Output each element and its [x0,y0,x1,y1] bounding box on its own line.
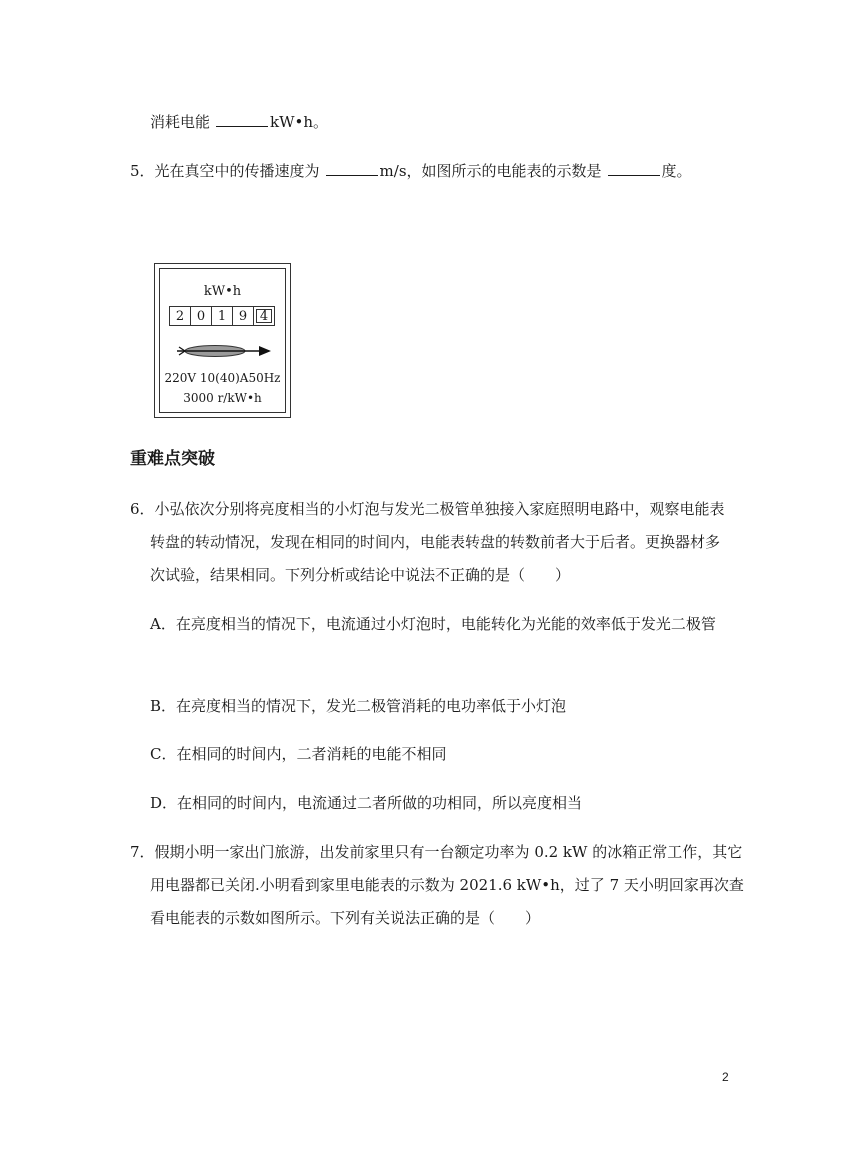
q4-tail-line [150,112,328,132]
q6-option-a: A．在亮度相当的情况下，电流通过小灯泡时，电能转化为光能的效率低于发光二极管 [150,615,716,633]
meter-digit: 0 [190,306,212,326]
q7-line-2: 用电器都已关闭.小明看到家里电能表的示数为 2021.6 kW•h，过了 7 天小明回家再次查 [150,876,744,894]
meter-unit-label: kW•h [203,284,242,299]
q6-option-d: D．在相同的时间内，电流通过二者所做的功相同，所以亮度相当 [150,794,583,812]
q7-line-3: 看电能表的示数如图所示。下列有关说法正确的是（ ） [150,909,541,927]
answer-blank [216,112,268,127]
q6-line-2: 转盘的转动情况，发现在相同的时间内，电能表转盘的转数前者大于后者。更换器材多 [150,533,721,551]
meter-face [159,268,286,413]
q4-tail-text: 消耗电能 [150,113,211,131]
meter-digit-row [170,306,275,326]
q7-line-1: 7．假期小明一家出门旅游，出发前家里只有一台额定功率为 0.2 kW 的冰箱正常工作，其它 [130,843,743,861]
q4-tail-unit: kW•h。 [270,113,329,131]
q6-option-c: C．在相同的时间内，二者消耗的电能不相同 [150,745,447,763]
meter-digit-decimal: 4 [253,306,275,326]
meter-digit: 2 [169,306,191,326]
rotating-disc-arrow-icon [175,343,275,359]
q5-prefix: 5．光在真空中的传播速度为 [130,162,320,180]
question-5 [130,161,692,181]
meter-spec-constant: 3000 r/kW•h [183,391,262,405]
q5-suffix: 度。 [661,162,692,180]
section-heading: 重难点突破 [130,449,215,469]
page-number: 2 [722,1070,729,1084]
q6-line-3: 次试验，结果相同。下列分析或结论中说法不正确的是（ ） [150,566,571,584]
answer-blank [326,161,378,176]
answer-blank [608,161,660,176]
electricity-meter-figure [154,263,291,418]
meter-spec-rating: 220V 10(40)A50Hz [164,371,281,385]
q6-line-1: 6．小弘依次分别将亮度相当的小灯泡与发光二极管单独接入家庭照明电路中，观察电能表 [130,500,725,518]
q5-mid: m/s，如图所示的电能表的示数是 [379,162,602,180]
q6-option-b: B．在亮度相当的情况下，发光二极管消耗的电功率低于小灯泡 [150,697,567,715]
meter-digit: 1 [211,306,233,326]
meter-digit: 9 [232,306,254,326]
